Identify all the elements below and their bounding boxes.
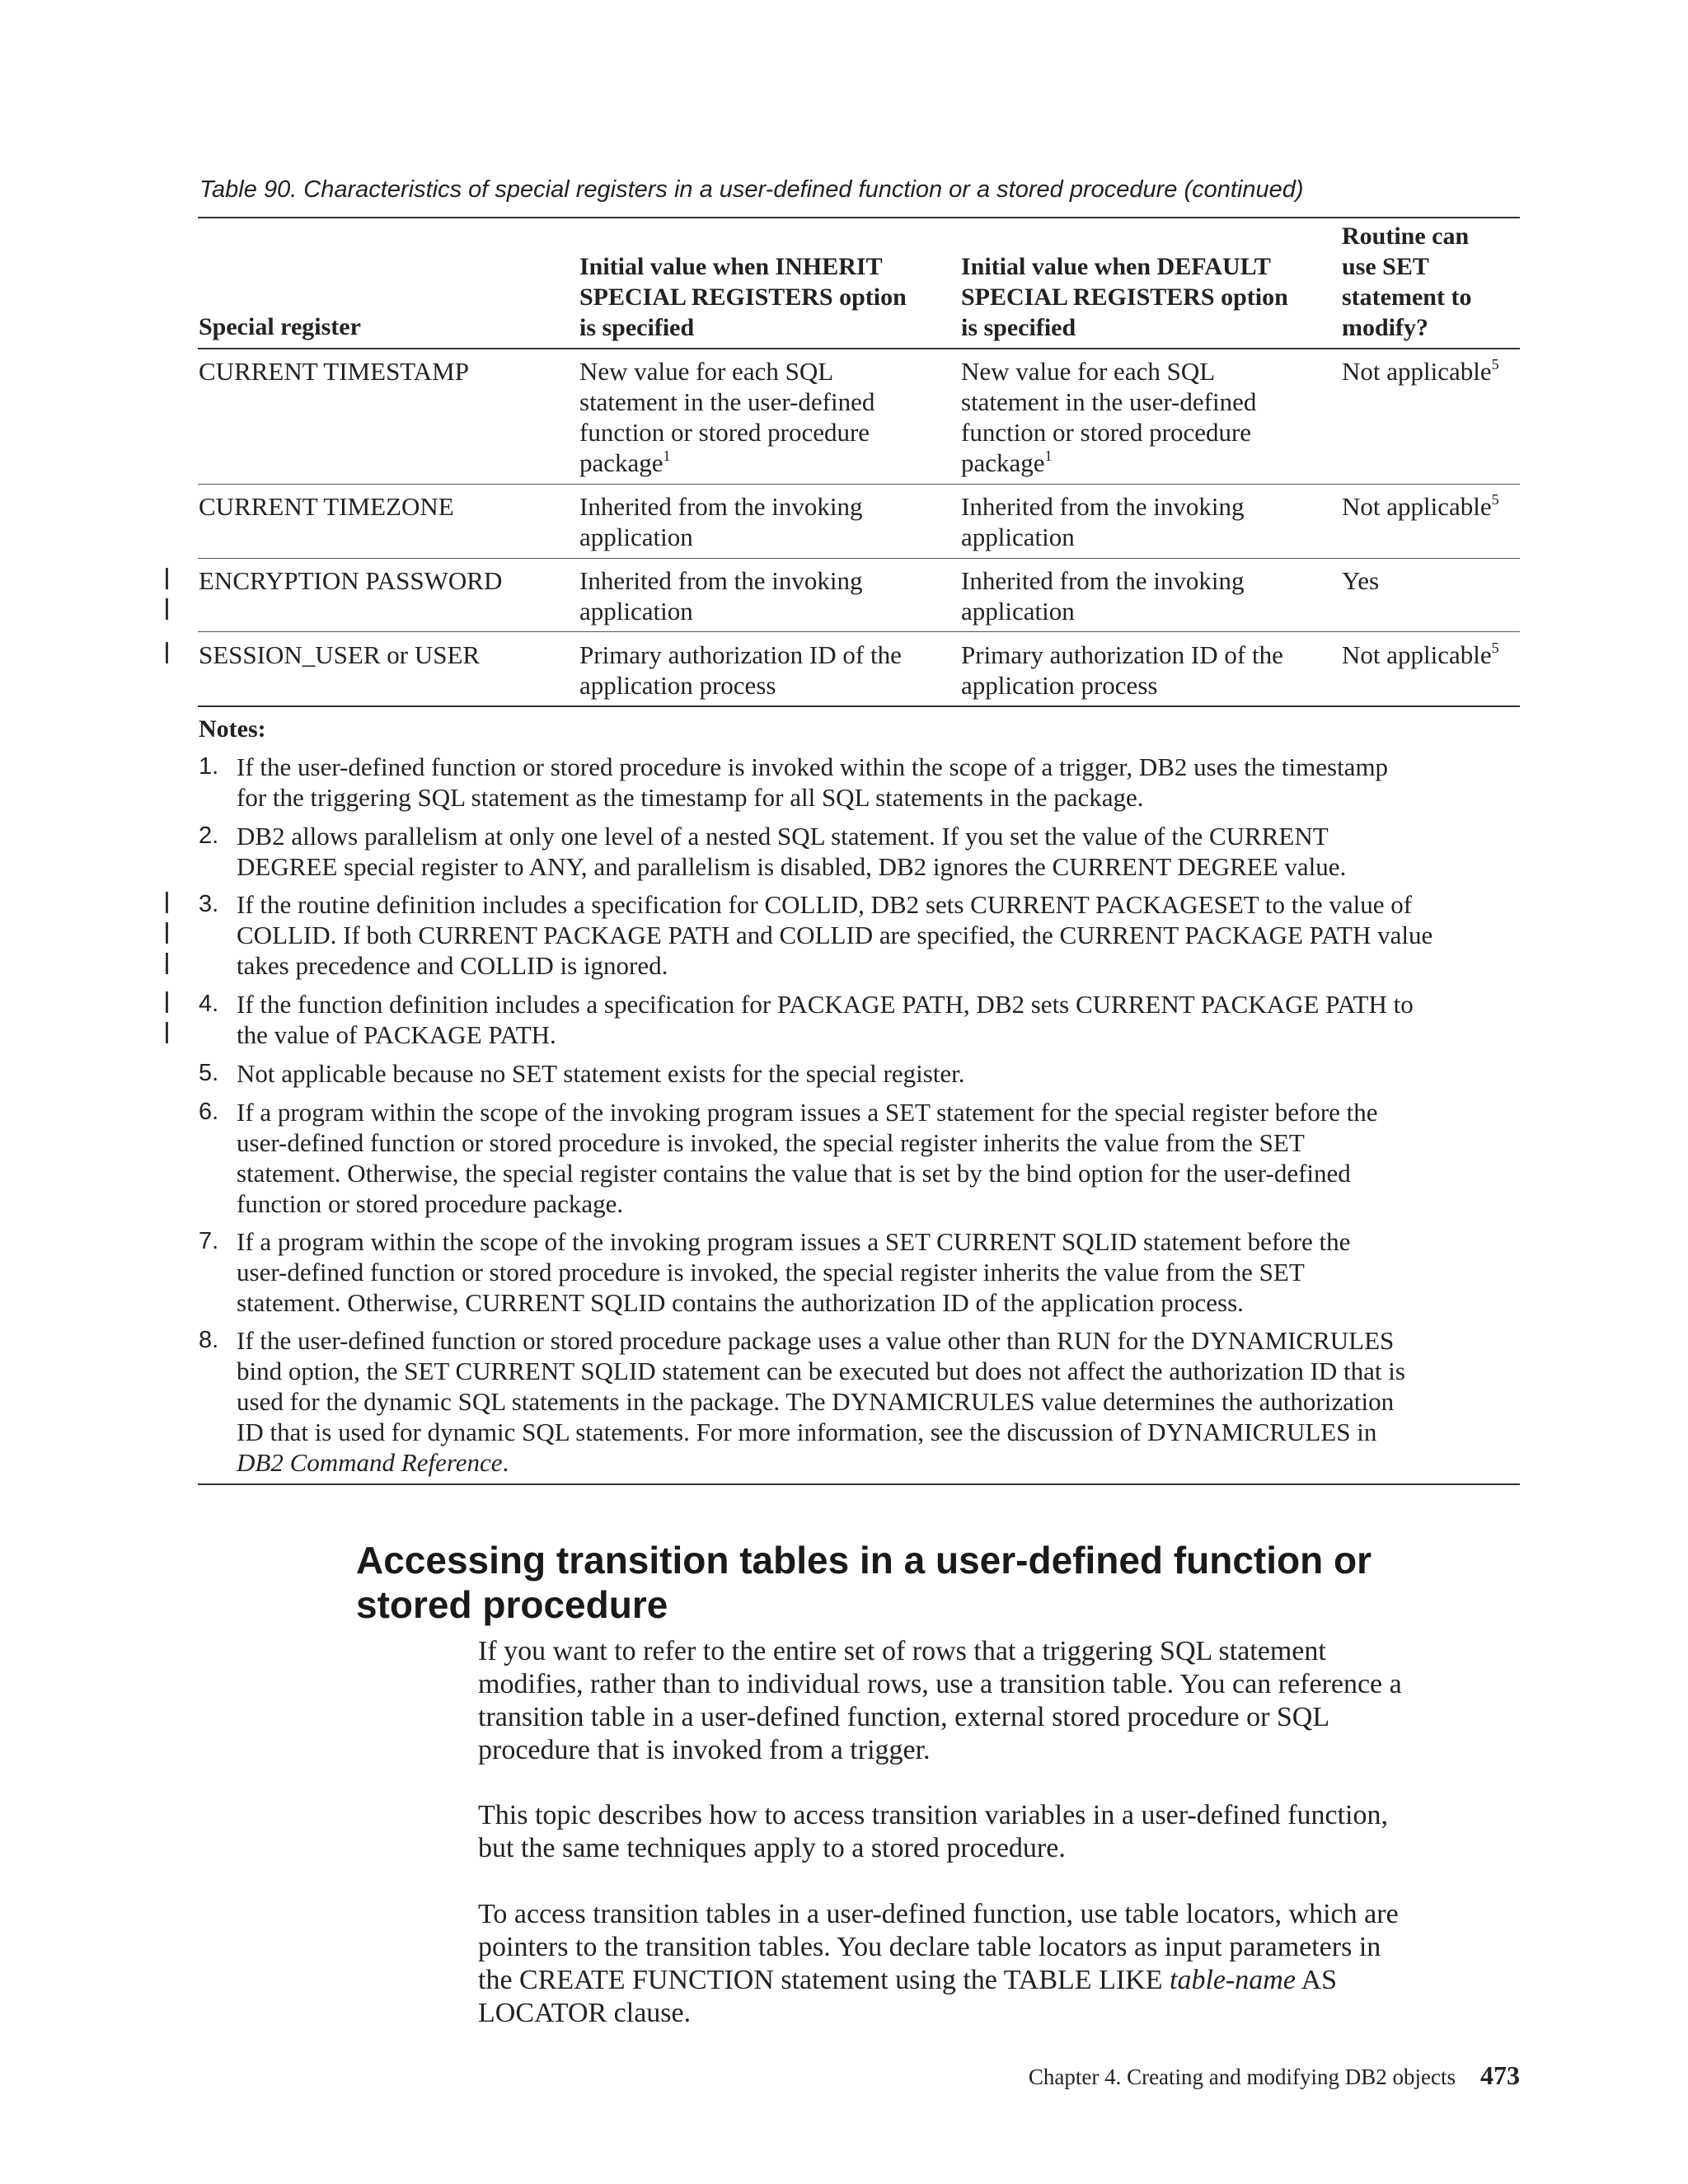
row-divider xyxy=(198,631,1520,632)
note-item: 4. If the function definition includes a specification for PACKAGE PATH, DB2 sets CURRENT PACKAGE PATH to the value of PACKAGE PATH. xyxy=(199,990,1414,1049)
footnote-ref: 1 xyxy=(1044,447,1053,464)
table-cell-modify: Not applicable$^5$ xyxy=(1342,490,1499,521)
table-cell-register: ENCRYPTION PASSWORD xyxy=(199,566,503,595)
emphasis-term: table-name xyxy=(1170,1965,1296,1995)
change-bar xyxy=(166,892,168,913)
table-cell-default: Inherited from the invoking application xyxy=(961,492,1245,551)
header-special-register: Special register xyxy=(199,313,361,340)
change-bar xyxy=(166,922,168,944)
change-bar xyxy=(166,568,168,589)
table-cell-modify: Not applicable$^5$ xyxy=(1342,355,1499,386)
page-number: 473 xyxy=(1480,2060,1520,2090)
change-bar xyxy=(166,598,168,620)
header-default: Initial value when DEFAULT SPECIAL REGISTERS option is specified xyxy=(961,253,1288,341)
note-item: 7. If a program within the scope of the invoking program issues a SET CURRENT SQLID statement before the user-defined function or stored procedure is invoked, the special register inherits the value from the SET statement. Otherwise, CURRENT SQLID contains the authorization ID of the application process. xyxy=(199,1227,1351,1317)
footnote-ref: 5 xyxy=(1491,639,1499,656)
table-cell-register: CURRENT TIMESTAMP xyxy=(199,357,469,386)
page-footer xyxy=(1029,2060,1520,2091)
footnote-ref: 1 xyxy=(663,447,671,464)
table-cell-default: Inherited from the invoking application xyxy=(961,566,1245,626)
note-item: 3. If the routine definition includes a specification for COLLID, DB2 sets CURRENT PACKAGESET to the value of COLLID. If both CURRENT PACKAGE PATH and COLLID are specified, the CURRENT PACKAGE PATH value takes precedence and COLLID is ignored. xyxy=(199,890,1433,980)
paragraph: This topic describes how to access transition variables in a user-defined function, but the same techniques apply to a stored procedure. xyxy=(478,1800,1388,1863)
footnote-ref: 5 xyxy=(1491,490,1499,508)
table-cell-default: New value for each SQL statement in the user-defined function or stored procedure package$^1$ xyxy=(961,357,1257,477)
change-bar xyxy=(166,953,168,974)
header-modify: Routine can use SET statement to modify? xyxy=(1342,223,1472,341)
notes-title: Notes: xyxy=(199,715,266,743)
table-cell-modify: Not applicable$^5$ xyxy=(1342,639,1499,669)
note-item: 5. Not applicable because no SET statement exists for the special register. xyxy=(199,1059,965,1088)
paragraph: If you want to refer to the entire set of rows that a triggering SQL statement modifies, rather than to individual rows, use a transition table. You can reference a transition table in a user-defined function, external stored procedure or SQL procedure that is invoked from a trigger. xyxy=(478,1636,1402,1765)
section-heading: Accessing transition tables in a user-defined function or stored procedure xyxy=(356,1539,1372,1626)
table-cell-inherit: Inherited from the invoking application xyxy=(579,492,863,551)
row-divider xyxy=(198,558,1520,559)
row-divider xyxy=(198,484,1520,485)
table-cell-register: SESSION_USER or USER xyxy=(199,640,481,669)
table-bottom-rule xyxy=(198,705,1520,707)
table-cell-modify: Yes xyxy=(1342,566,1380,595)
table-cell-default: Primary authorization ID of the application process xyxy=(961,640,1283,700)
table-cell-inherit: Inherited from the invoking application xyxy=(579,566,863,626)
header-inherit: Initial value when INHERIT SPECIAL REGISTERS option is specified xyxy=(579,253,907,341)
note-item: 6. If a program within the scope of the invoking program issues a SET statement for the special register before the user-defined function or stored procedure is invoked, the special register inherits the value from the SET statement. Otherwise, the special register contains the value that is set by the bind option for the user-defined function or stored procedure package. xyxy=(199,1098,1378,1218)
header-rule xyxy=(198,348,1520,349)
table-cell-register: CURRENT TIMEZONE xyxy=(199,492,454,521)
change-bar xyxy=(166,642,168,663)
note-item: 2. DB2 allows parallelism at only one level of a nested SQL statement. If you set the value of the CURRENT DEGREE special register to ANY, and parallelism is disabled, DB2 ignores the CURRENT DEGREE value. xyxy=(199,822,1347,881)
note-item: 1. If the user-defined function or stored procedure is invoked within the scope of a trigger, DB2 uses the timestamp for the triggering SQL statement as the timestamp for all SQL statements in the package. xyxy=(199,752,1389,812)
table-cell-inherit: New value for each SQL statement in the user-defined function or stored procedure package$^1$ xyxy=(579,357,875,477)
change-bar xyxy=(166,1022,168,1043)
footnote-ref: 5 xyxy=(1491,355,1499,373)
table-cell-inherit: Primary authorization ID of the application process xyxy=(579,640,902,700)
table-top-rule xyxy=(198,217,1520,218)
notes-bottom-rule xyxy=(198,1483,1520,1485)
change-bar xyxy=(166,991,168,1013)
chapter-title: Chapter 4. Creating and modifying DB2 objects xyxy=(1028,2064,1456,2089)
book-reference: DB2 Command Reference xyxy=(237,1448,503,1477)
table-caption: Table 90. Characteristics of special registers in a user-defined function or a stored procedure (continued) xyxy=(199,176,1304,203)
paragraph: To access transition tables in a user-defined function, use table locators, which are pointers to the transition tables. You declare table locators as input parameters in the CREATE FUNCTION statement using the TABLE LIKE table-name AS LOCATOR clause. xyxy=(478,1899,1399,2028)
note-item: 8. If the user-defined function or stored procedure package uses a value other than RUN for the DYNAMICRULES bind option, the SET CURRENT SQLID statement can be executed but does not affect the authorization ID that is used for the dynamic SQL statements in the package. The DYNAMICRULES value determines the authorization ID that is used for dynamic SQL statements. For more information, see the discussion of DYNAMICRULES in DB2 Command Reference. xyxy=(199,1326,1405,1477)
